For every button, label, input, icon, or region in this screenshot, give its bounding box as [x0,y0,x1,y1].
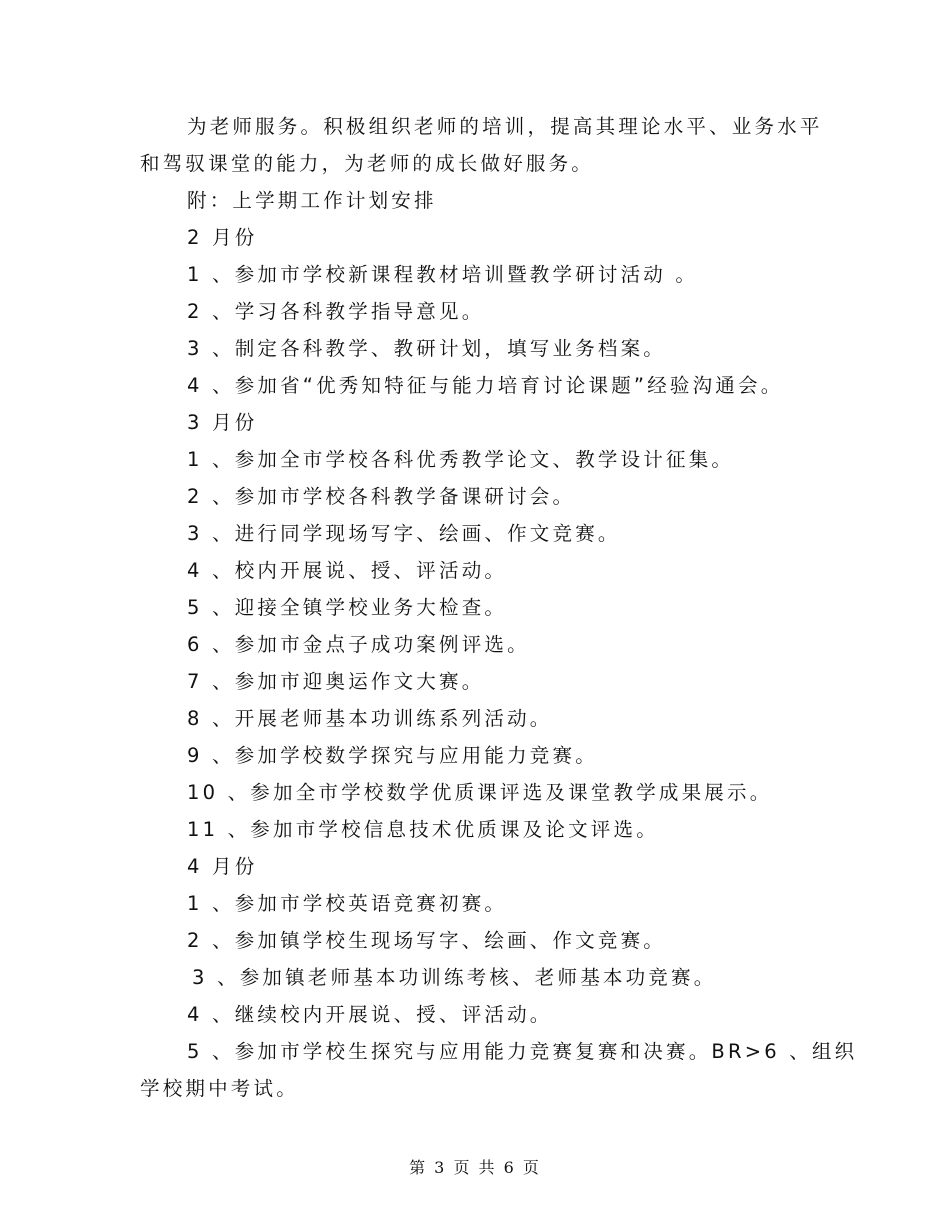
list-item: 3 、制定各科教学、教研计划，填写业务档案。 [187,337,667,360]
list-item: 2 、学习各科教学指导意见。 [187,300,485,323]
list-item: 10 、参加全市学校数学优质课评选及课堂教学成果展示。 [187,781,773,804]
list-item: 1 、参加市学校新课程教材培训暨教学研讨活动 。 [187,263,699,286]
list-item: 3 、进行同学现场写字、绘画、作文竞赛。 [187,522,621,545]
list-item: 11 、参加市学校信息技术优质课及论文评选。 [187,818,659,841]
paragraph-line: 为老师服务。积极组织老师的培训，提高其理论水平、业务水平 [187,115,823,138]
month-heading: 4 月份 [187,855,258,878]
list-item: 9 、参加学校数学探究与应用能力竞赛。 [187,744,598,767]
list-item: 6 、参加市金点子成功案例评选。 [187,633,530,656]
list-item: 4 、参加省“优秀知特征与能力培育讨论课题”经验沟通会。 [187,374,784,397]
list-item: 1 、参加全市学校各科优秀教学论文、教学设计征集。 [187,448,735,471]
month-heading: 2 月份 [187,226,258,249]
list-item: 4 、继续校内开展说、授、评活动。 [187,1003,553,1026]
section-intro: 附：上学期工作计划安排 [187,189,437,212]
list-item: 4 、校内开展说、授、评活动。 [187,559,508,582]
list-item: 8 、开展老师基本功训练系列活动。 [187,707,553,730]
page-number-footer: 第 3 页 共 6 页 [409,1158,541,1177]
list-item-continuation: 学校期中考试。 [140,1077,299,1100]
list-item: 1 、参加市学校英语竞赛初赛。 [187,892,508,915]
paragraph-line: 和驾驭课堂的能力，为老师的成长做好服务。 [140,152,595,175]
list-item: 7 、参加市迎奥运作文大赛。 [187,670,485,693]
list-item: 2 、参加镇学校生现场写字、绘画、作文竞赛。 [187,929,667,952]
list-item: 2 、参加市学校各科教学备课研讨会。 [187,485,576,508]
list-item: 3 、参加镇老师基本功训练考核、老师基本功竞赛。 [192,966,717,989]
list-item: 5 、迎接全镇学校业务大检查。 [187,596,508,619]
month-heading: 3 月份 [187,411,258,434]
list-item: 5 、参加市学校生探究与应用能力竞赛复赛和决赛。BR>6 、组织 [187,1040,858,1063]
